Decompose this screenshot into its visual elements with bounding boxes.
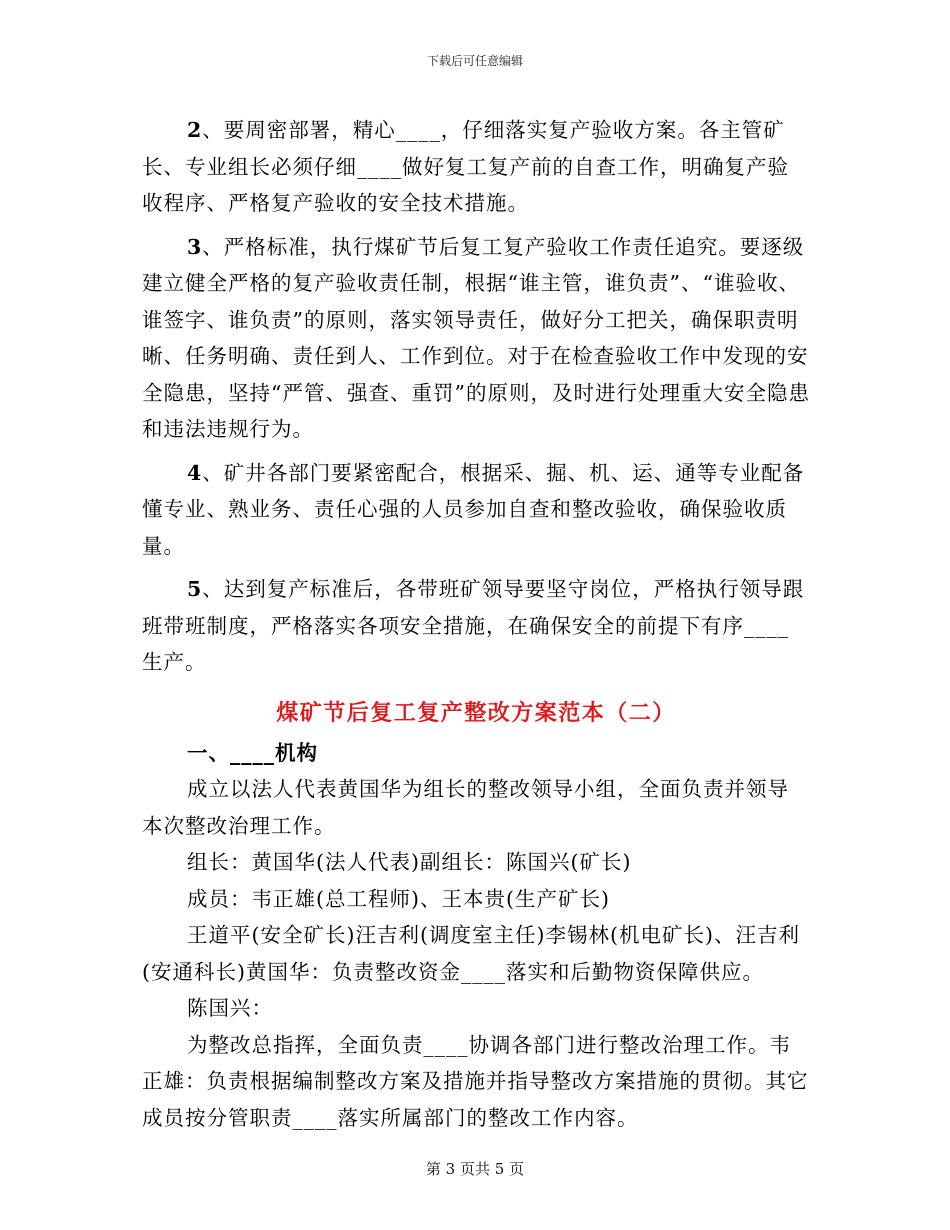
item-number: 2 <box>187 118 203 142</box>
document-body <box>142 112 810 1136</box>
paragraph-2 <box>142 112 810 222</box>
paragraph-3 <box>142 229 810 448</box>
body-paragraph: 组长：黄国华(法人代表)副组长：陈国兴(矿长) <box>187 850 632 874</box>
section-title: 煤矿节后复工复产整改方案范本（二） <box>276 699 676 726</box>
item-number: 4 <box>187 460 203 485</box>
item-number: 3 <box>187 234 203 259</box>
subheading: 一、____机构 <box>187 740 318 765</box>
body-paragraph: 成员：韦正雄(总工程师)、王本贵(生产矿长) <box>187 886 610 911</box>
page-footer: 第 3 页共 5 页 <box>425 1160 525 1178</box>
body-paragraph: 为整改总指挥，全面负责____协调各部门进行整改治理工作。韦正雄：负责根据编制整改方案及措施并指导整改方案措施的贯彻。其它成员按分管职责____落实所属部门的整改工作内容。 <box>142 1032 809 1130</box>
body-paragraph: 王道平(安全矿长)汪吉利(调度室主任)李锡林(机电矿长)、汪吉利(安通科长)黄国华：负责整改资金____落实和后勤物资保障供应。 <box>142 923 800 984</box>
paragraph-text: 、达到复产标准后，各带班矿领导要坚守岗位，严格执行领导跟班带班制度，严格落实各项安全措施，在确保安全的前提下有序____生产。 <box>142 577 805 674</box>
paragraph-text: 、矿井各部门要紧密配合，根据采、掘、机、运、通等专业配备懂专业、熟业务、责任心强的人员参加自查和整改验收，确保验收质量。 <box>142 460 805 558</box>
paragraph-text: 、要周密部署，精心____，仔细落实复产验收方案。各主管矿长、专业组长必须仔细____做好复工复产前的自查工作，明确复产验收程序、严格复产验收的安全技术措施。 <box>142 118 789 215</box>
paragraph-text: 、严格标准，执行煤矿节后复工复产验收工作责任追究。要逐级建立健全严格的复产验收责任制，根据“谁主管，谁负责”、“谁验收、谁签字、谁负责”的原则，落实领导责任，做好分工把关，确保职责明晰、任务明确、责任到人、工作到位。对于在检查验收工作中发现的安全隐患，坚持“严管、强查、重罚”的原则，及时进行处理重大安全隐患和违法违规行为。 <box>142 234 810 441</box>
item-number: 5 <box>187 577 203 601</box>
body-paragraph: 陈国兴： <box>187 996 273 1020</box>
paragraph-4 <box>142 455 810 565</box>
paragraph-5 <box>142 571 810 681</box>
page-header: 下载后可任意编辑 <box>426 54 523 68</box>
body-paragraph: 成立以法人代表黄国华为组长的整改领导小组，全面负责并领导本次整改治理工作。 <box>142 777 789 838</box>
